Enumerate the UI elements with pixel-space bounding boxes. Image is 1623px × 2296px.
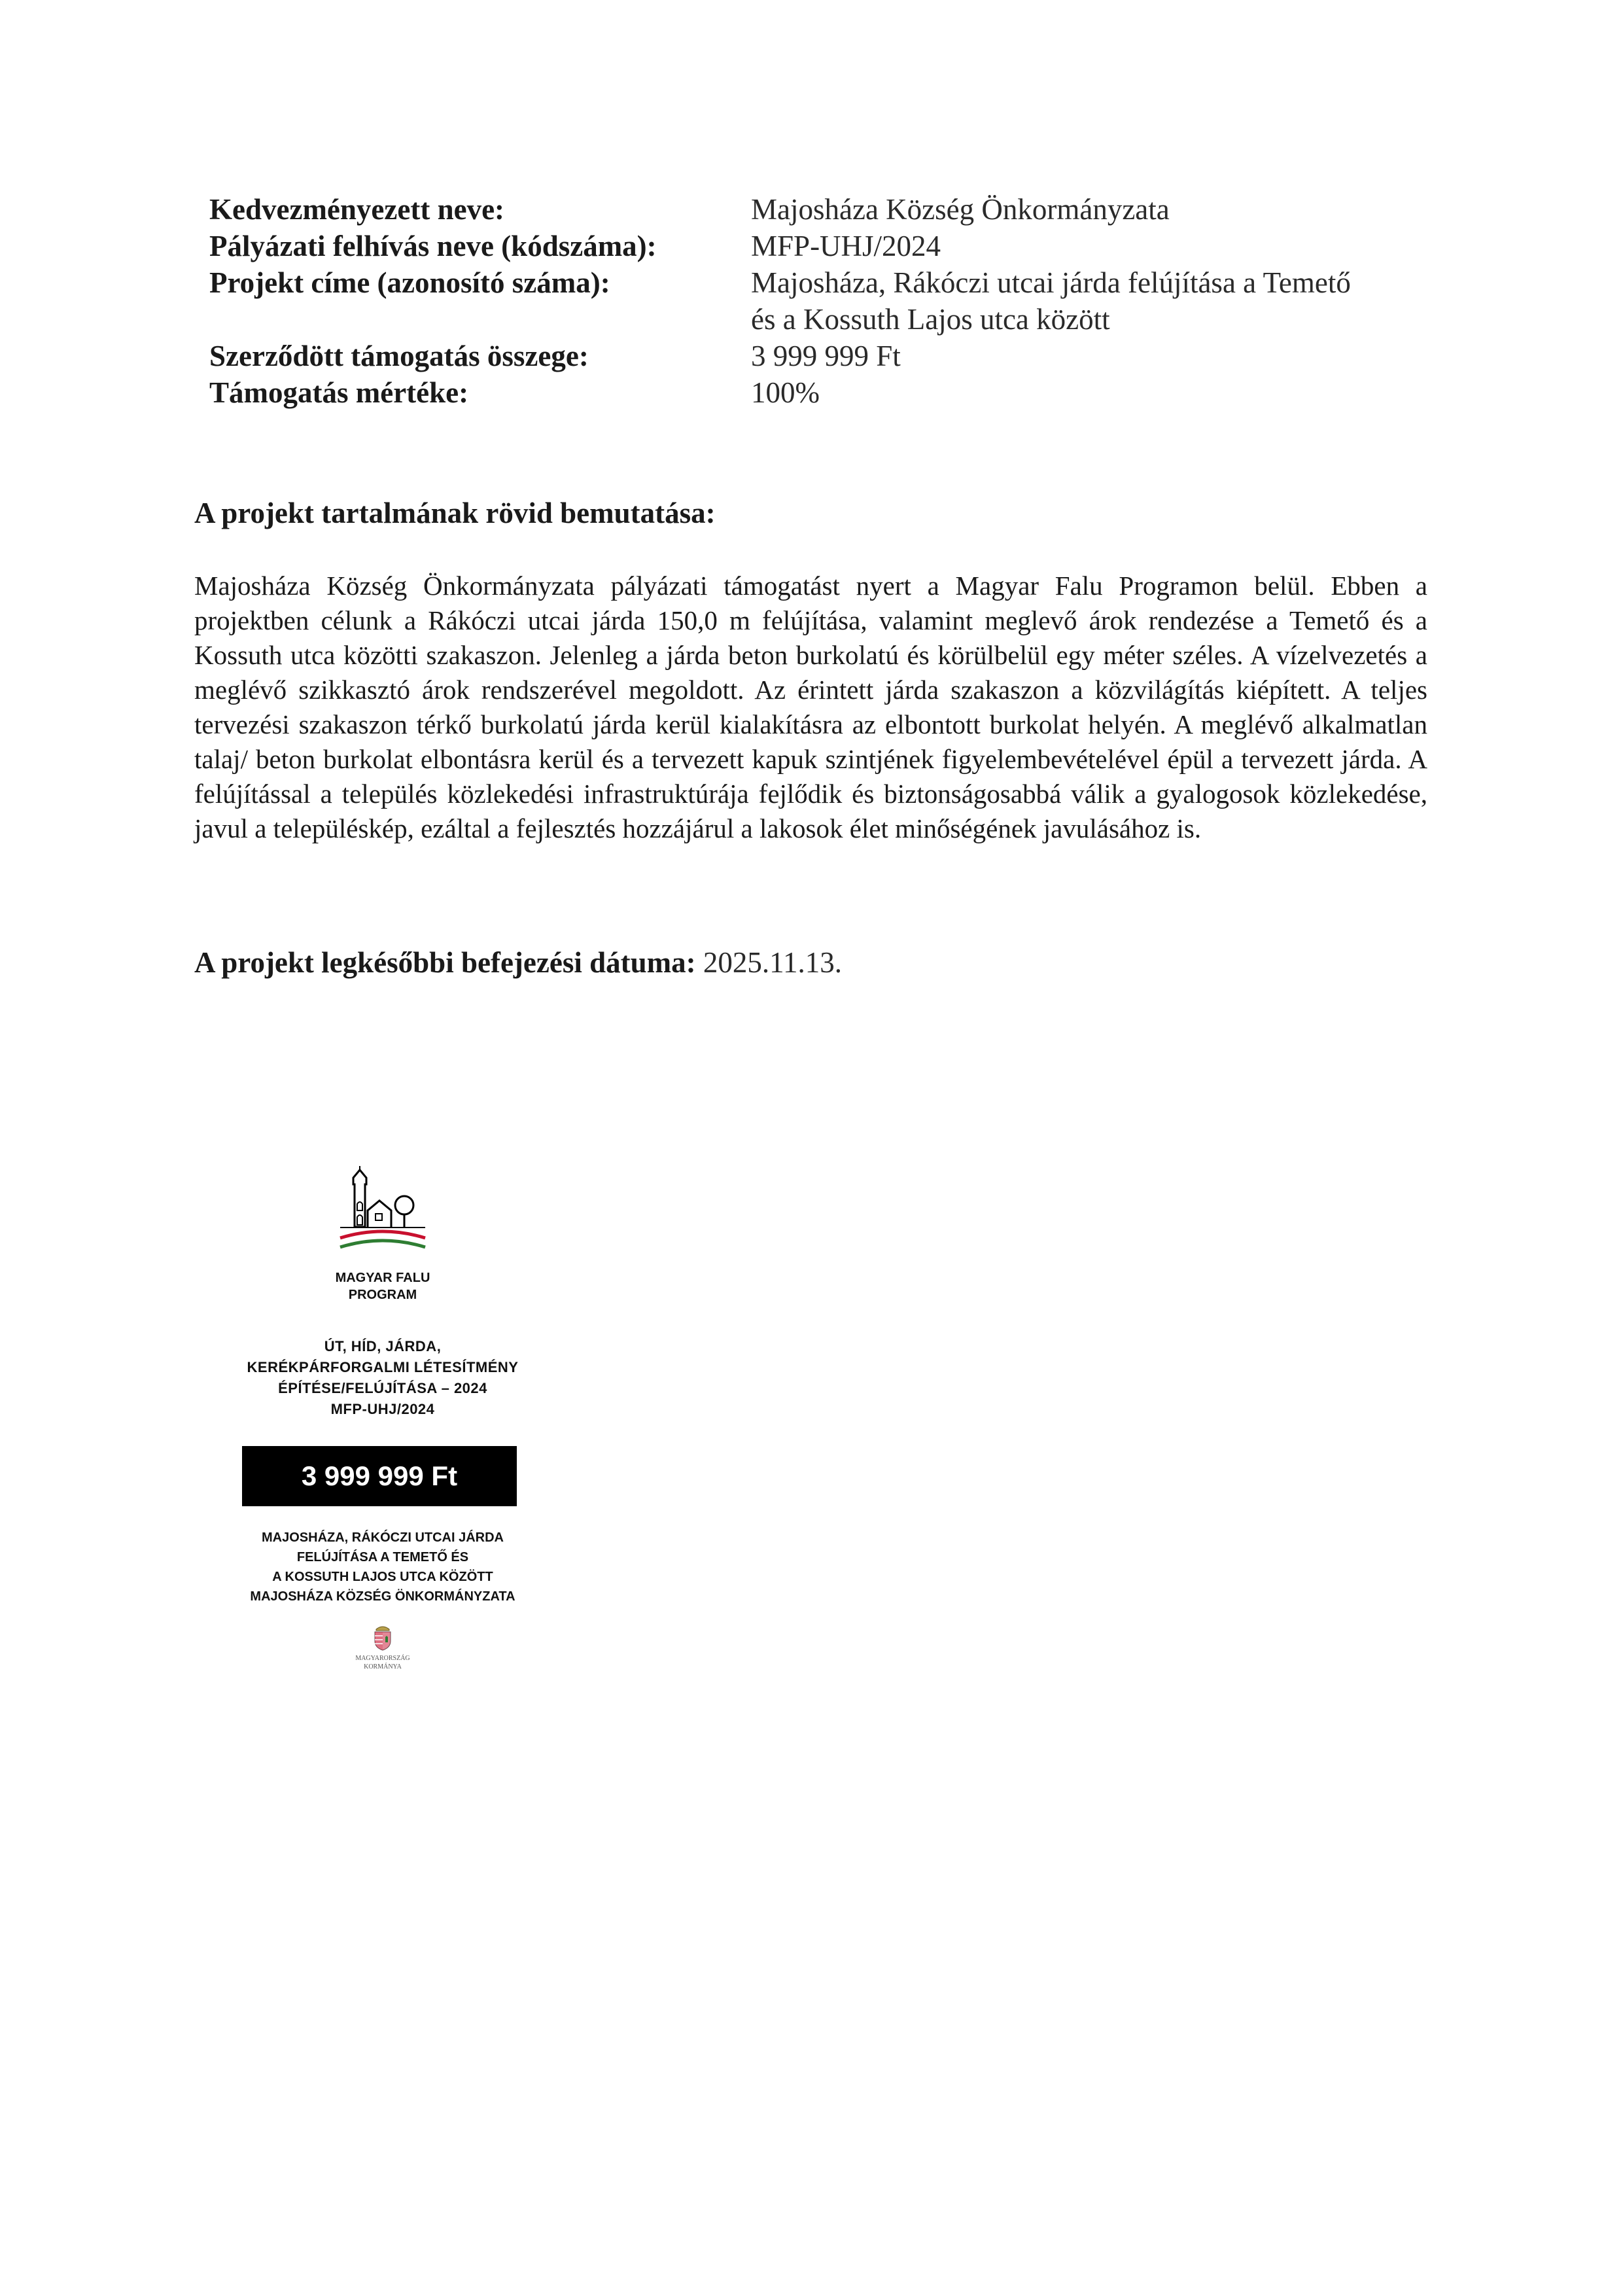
info-value <box>751 338 1452 374</box>
info-value <box>751 191 1452 228</box>
info-value-line: MFP-UHJ/2024 <box>751 230 941 262</box>
call-line: ÚT, HÍD, JÁRDA, <box>324 1338 442 1354</box>
call-line: MFP-UHJ/2024 <box>330 1401 435 1417</box>
government-line: MAGYARORSZÁG <box>355 1655 410 1662</box>
badge-project-line: FELÚJÍTÁSA A TEMETŐ ÉS <box>296 1550 469 1564</box>
info-value-line: és a Kossuth Lajos utca között <box>751 303 1110 336</box>
program-name <box>190 1269 576 1303</box>
government-text <box>190 1654 576 1671</box>
info-row-call <box>209 228 1452 264</box>
info-label: Pályázati felhívás neve (kódszáma): <box>209 230 657 262</box>
project-info-block <box>209 191 1452 411</box>
info-value <box>751 228 1452 264</box>
info-label: Támogatás mértéke: <box>209 376 469 409</box>
info-label: Kedvezményezett neve: <box>209 193 505 226</box>
village-church-house-tree-icon <box>327 1165 438 1263</box>
info-row-beneficiary <box>209 191 1452 228</box>
info-value-line: Majosháza, Rákóczi utcai járda felújítása a Temető <box>751 266 1351 299</box>
info-label: Szerződött támogatás összege: <box>209 340 589 372</box>
program-name-line: PROGRAM <box>348 1288 417 1302</box>
call-line: ÉPÍTÉSE/FELÚJÍTÁSA – 2024 <box>278 1380 487 1396</box>
info-value-line: 100% <box>751 376 820 409</box>
end-date <box>194 945 842 980</box>
program-badge <box>190 1158 576 1669</box>
info-row-rate <box>209 374 1452 411</box>
badge-project-title <box>190 1528 576 1606</box>
call-line: KERÉKPÁRFORGALMI LÉTESÍTMÉNY <box>247 1359 519 1375</box>
end-date-label: A projekt legkésőbbi befejezési dátuma: <box>194 946 696 979</box>
badge-project-line: A KOSSUTH LAJOS UTCA KÖZÖTT <box>272 1570 493 1584</box>
program-name-line: MAGYAR FALU <box>335 1271 430 1285</box>
project-description: Majosháza Község Önkormányzata pályázati támogatást nyert a Magyar Falu Programon belül. Ebben a projektben célunk a Rákóczi utcai járda 150,0 m felújítása, valamint meglevő árok rendezése a Temető és a Kossuth utca közötti szakaszon. Jelenleg a járda beton burkolatú és körülbelül egy méter széles. A vízelvezetés a meglévő szikkasztó árok rendszerével megoldott. Az érintett járda szakaszon a közvilágítás kiépített. A teljes tervezési szakaszon térkő burkolatú járda kerül kialakításra az elbontott burkolat helyén. A meglévő alkalmatlan talaj/ beton burkolat elbontásra kerül és a tervezett kapuk szintjének figyelembevételével épül a tervezett járda. A felújítással a település közlekedési infrastruktúrája fejlődik és biztonságosabbá válik a gyalogosok közlekedése, javul a településkép, ezáltal a fejlesztés hozzájárul a lakosok élet minőségének javulásához is. <box>194 571 1427 843</box>
government-line: KORMÁNYA <box>364 1663 402 1670</box>
call-title <box>190 1336 576 1420</box>
info-value <box>751 374 1452 411</box>
amount-box: 3 999 999 Ft <box>242 1446 517 1506</box>
info-value <box>751 264 1452 338</box>
info-value-line: 3 999 999 Ft <box>751 340 901 372</box>
end-date-value: 2025.11.13. <box>703 946 842 979</box>
badge-project-line: MAJOSHÁZA KÖZSÉG ÖNKORMÁNYZATA <box>250 1589 515 1604</box>
info-row-project-title <box>209 264 1452 338</box>
info-label: Projekt címe (azonosító száma): <box>209 266 610 299</box>
info-row-amount <box>209 338 1452 374</box>
info-value-line: Majosháza Község Önkormányzata <box>751 193 1170 226</box>
badge-project-line: MAJOSHÁZA, RÁKÓCZI UTCAI JÁRDA <box>262 1530 504 1545</box>
section-title: A projekt tartalmának rövid bemutatása: <box>194 497 716 529</box>
hungarian-coat-of-arms-icon <box>370 1623 396 1651</box>
